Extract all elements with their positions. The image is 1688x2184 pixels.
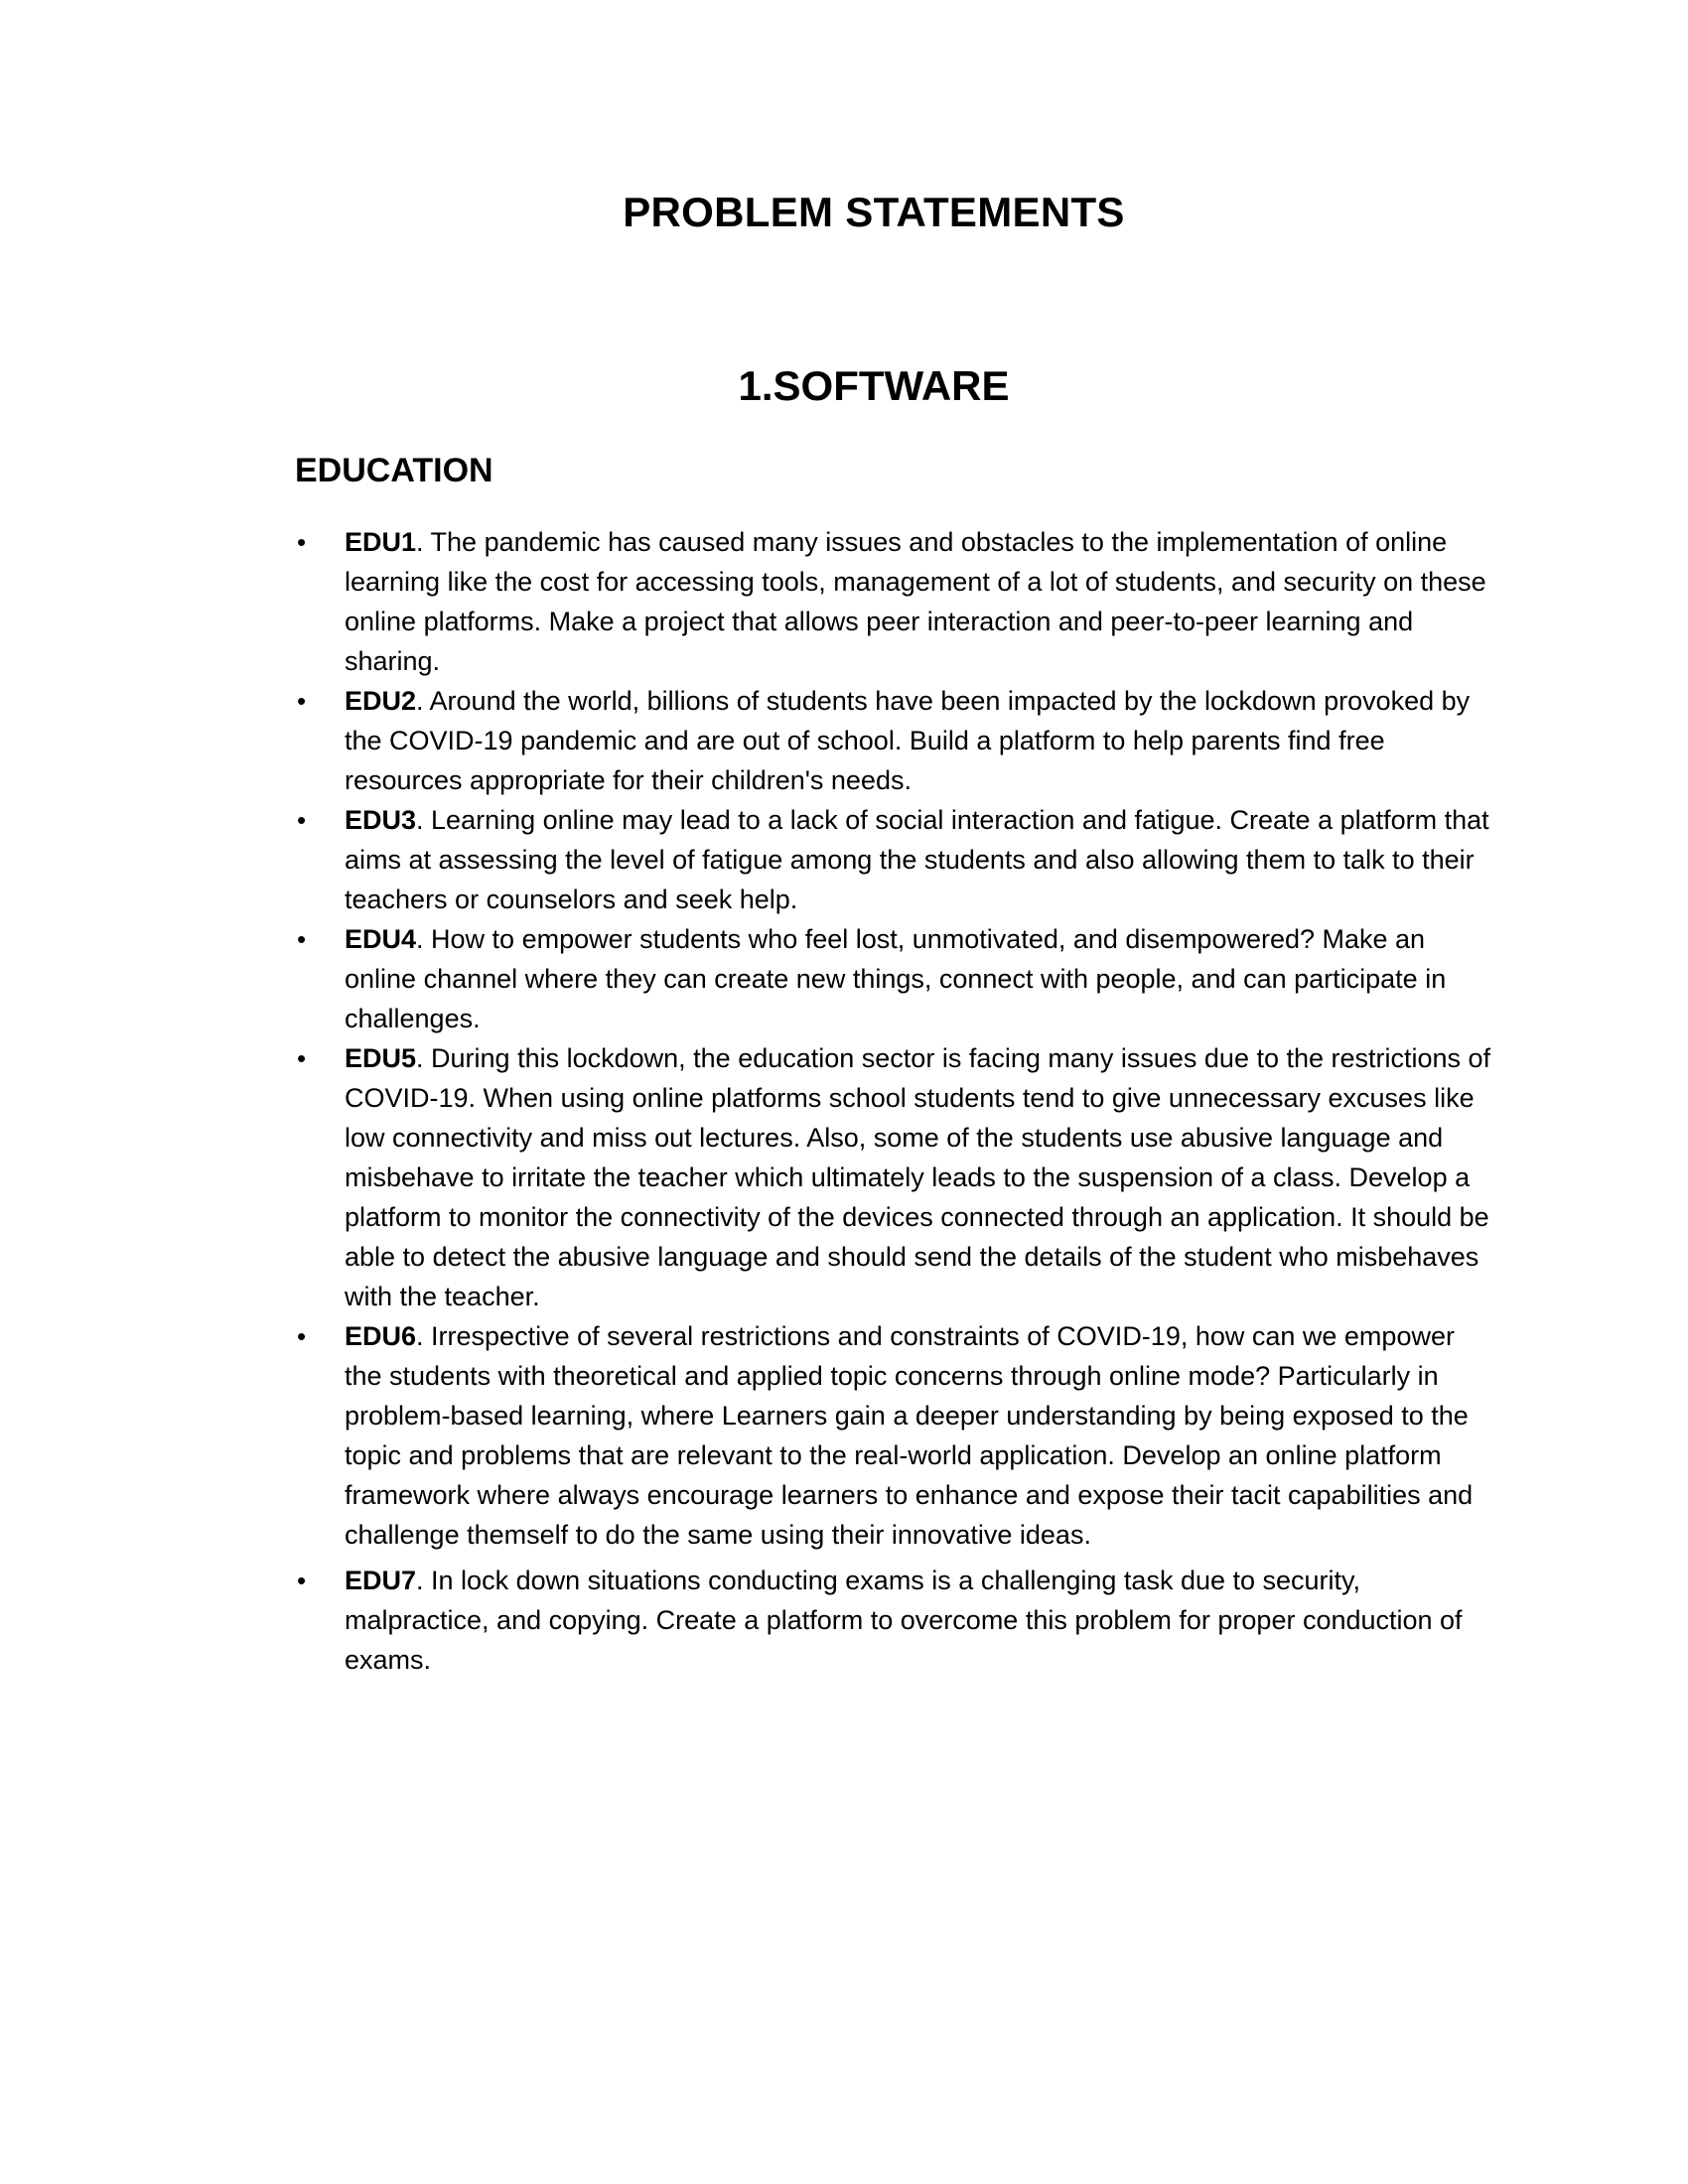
category-heading: EDUCATION xyxy=(295,452,493,489)
problem-text: . Irrespective of several restrictions and constraints of COVID-19, how can we empower the students with theoretical and applied topic concerns through online mode? Particularly in problem-based learning, where Learners gain a deeper understanding by being exposed to the topic and problems that are relevant to the real-world application. Develop an online platform framework where always encourage learners to enhance and expose their tacit capabilities and challenge themself to do the same using their innovative ideas. xyxy=(345,1321,1474,1550)
problem-text: . Learning online may lead to a lack of social interaction and fatigue. Create a platform that aims at assessing the level of fatigue among the students and also allowing them to talk to their teachers or counselors and seek help. xyxy=(345,805,1489,914)
problem-item-edu1 xyxy=(295,522,1496,681)
problem-item-edu7 xyxy=(295,1561,1496,1680)
problem-code: EDU5 xyxy=(345,1043,417,1073)
problem-statement-list xyxy=(295,522,1496,1680)
bullet-icon: • xyxy=(297,1321,307,1351)
bullet-icon: • xyxy=(297,805,307,835)
problem-code: EDU6 xyxy=(345,1321,417,1351)
problem-item-edu4 xyxy=(295,919,1496,1038)
problem-text: . The pandemic has caused many issues and obstacles to the implementation of online learning like the cost for accessing tools, management of a lot of students, and security on these online platforms. Make a project that allows peer interaction and peer-to-peer learning and sharing. xyxy=(345,527,1486,676)
page-title: PROBLEM STATEMENTS xyxy=(623,189,1125,235)
bullet-icon: • xyxy=(297,1043,307,1073)
problem-item-edu3 xyxy=(295,800,1496,919)
problem-item-edu2 xyxy=(295,681,1496,800)
problem-code: EDU2 xyxy=(345,686,417,716)
problem-item-edu6 xyxy=(295,1316,1496,1555)
problem-code: EDU4 xyxy=(345,924,417,954)
problem-text: . How to empower students who feel lost, unmotivated, and disempowered? Make an online channel where they can create new things, connect with people, and can participate in challenges. xyxy=(345,924,1447,1033)
bullet-icon: • xyxy=(297,686,307,716)
section-title: 1.SOFTWARE xyxy=(738,362,1010,409)
bullet-icon: • xyxy=(297,1566,307,1595)
problem-code: EDU3 xyxy=(345,805,417,835)
problem-text: . Around the world, billions of students have been impacted by the lockdown provoked by the COVID-19 pandemic and are out of school. Build a platform to help parents find free resources appropriate for their children's needs. xyxy=(345,686,1471,795)
problem-text: . In lock down situations conducting exams is a challenging task due to security, malpractice, and copying. Create a platform to overcome this problem for proper conduction of exams. xyxy=(345,1566,1463,1675)
problem-text: . During this lockdown, the education sector is facing many issues due to the restrictions of COVID-19. When using online platforms school students tend to give unnecessary excuses like low connectivity and miss out lectures. Also, some of the students use abusive language and misbehave to irritate the teacher which ultimately leads to the suspension of a class. Develop a platform to monitor the connectivity of the devices connected through an application. It should be able to detect the abusive language and should send the details of the student who misbehaves with the teacher. xyxy=(345,1043,1491,1311)
bullet-icon: • xyxy=(297,924,307,954)
problem-item-edu5 xyxy=(295,1038,1496,1316)
problem-code: EDU1 xyxy=(345,527,417,557)
problem-code: EDU7 xyxy=(345,1566,417,1595)
bullet-icon: • xyxy=(297,527,307,557)
